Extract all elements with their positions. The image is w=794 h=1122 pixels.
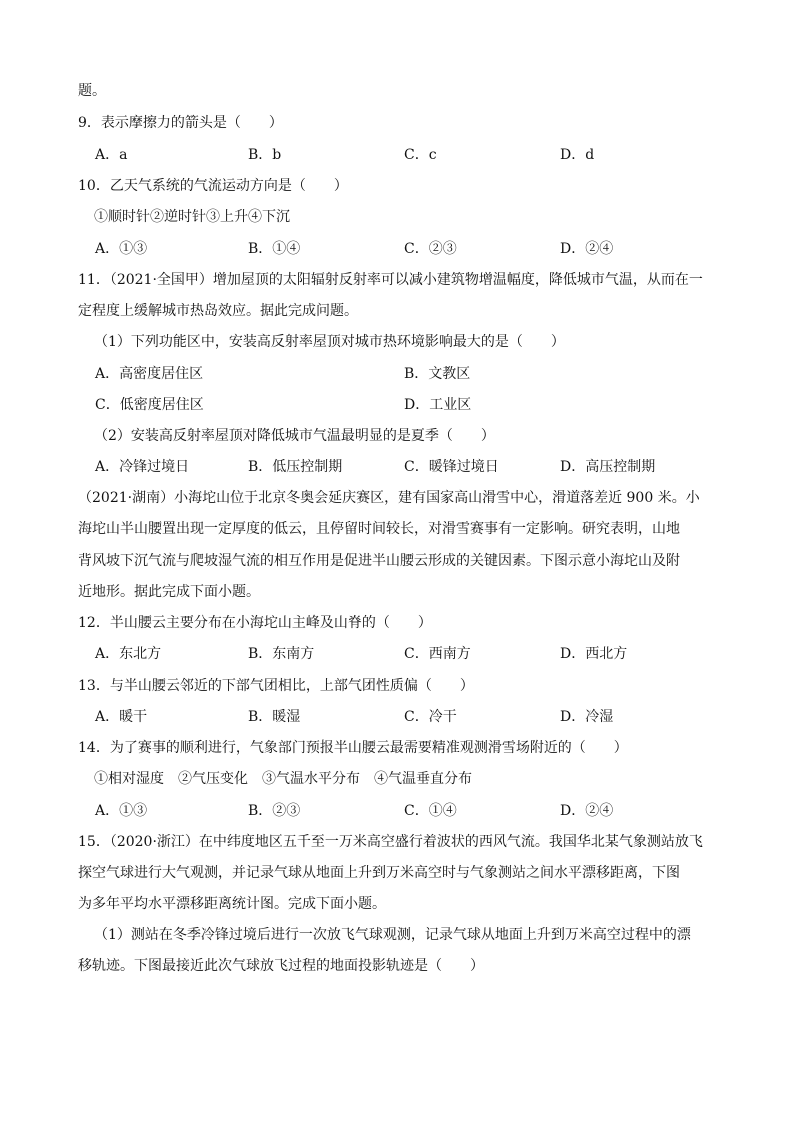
passage-line4: 近地形。据此完成下面小题。 xyxy=(78,584,260,600)
question-15-line1: 15．（2020·浙江）在中纬度地区五千至一万米高空盛行着波状的西风气流。我国华北某气象测站放飞 xyxy=(78,834,703,850)
q12-option-d: D．西北方 xyxy=(560,646,628,662)
q13-option-b: B．暖湿 xyxy=(248,709,301,725)
q11-1-option-c: C．低密度居住区 xyxy=(95,397,204,413)
q14-option-a: A．①③ xyxy=(95,803,148,819)
q10-option-b: B．①④ xyxy=(248,241,301,257)
q10-items: ①顺时针②逆时针③上升④下沉 xyxy=(94,209,290,225)
q13-option-d: D．冷湿 xyxy=(560,709,614,725)
continuation-text: 题。 xyxy=(78,83,106,99)
q11-2-option-b: B．低压控制期 xyxy=(248,459,343,475)
question-15-line2: 探空气球进行大气观测，并记录气球从地面上升到万米高空时与气象测站之间水平漂移距离，下图 xyxy=(78,865,680,881)
q10-option-c: C．②③ xyxy=(404,241,457,257)
question-11-line1: 11．（2021·全国甲）增加屋顶的太阳辐射反射率可以减小建筑物增温幅度，降低城市气温，从而在一 xyxy=(78,272,703,288)
question-12: 12．半山腰云主要分布在小海坨山主峰及山脊的（ ） xyxy=(78,615,432,631)
q12-option-a: A．东北方 xyxy=(95,646,162,662)
question-13: 13．与半山腰云邻近的下部气团相比，上部气团性质偏（ ） xyxy=(78,678,474,694)
q14-option-b: B．②③ xyxy=(248,803,301,819)
q9-option-a: A．a xyxy=(95,147,128,163)
q11-1-option-a: A．高密度居住区 xyxy=(95,366,204,382)
q11-2-option-c: C．暖锋过境日 xyxy=(404,459,499,475)
question-10: 10．乙天气系统的气流运动方向是（ ） xyxy=(78,178,348,194)
q11-1-option-b: B．文教区 xyxy=(404,366,471,382)
passage-line2: 海坨山半山腰置出现一定厚度的低云，且停留时间较长，对滑雪赛事有一定影响。研究表明，山地 xyxy=(78,521,680,537)
question-15-line3: 为多年平均水平漂移距离统计图。完成下面小题。 xyxy=(78,896,386,912)
question-14: 14．为了赛事的顺利进行，气象部门预报半山腰云最需要精准观测滑雪场附近的（ ） xyxy=(78,740,628,756)
q13-option-a: A．暖干 xyxy=(95,709,148,725)
q10-option-a: A．①③ xyxy=(95,241,148,257)
passage-line3: 背风坡下沉气流与爬坡湿气流的相互作用是促进半山腰云形成的关键因素。下图示意小海坨山及附 xyxy=(78,553,680,569)
q14-option-c: C．①④ xyxy=(404,803,457,819)
q11-1-option-d: D．工业区 xyxy=(404,397,472,413)
q14-items: ①相对湿度 ②气压变化 ③气温水平分布 ④气温垂直分布 xyxy=(94,771,472,787)
q9-option-b: B．b xyxy=(248,147,282,163)
question-11-line2: 定程度上缓解城市热岛效应。据此完成问题。 xyxy=(78,303,358,319)
q14-option-d: D．②④ xyxy=(560,803,614,819)
q10-option-d: D．②④ xyxy=(560,241,614,257)
q9-option-d: D．d xyxy=(560,147,595,163)
q9-option-c: C．c xyxy=(404,147,437,163)
q11-2-option-a: A．冷锋过境日 xyxy=(95,459,190,475)
q12-option-c: C．西南方 xyxy=(404,646,471,662)
question-11-sub1: （1）下列功能区中，安装高反射率屋顶对城市热环境影响最大的是（ ） xyxy=(94,334,565,350)
question-11-sub2: （2）安装高反射率屋顶对降低城市气温最明显的是夏季（ ） xyxy=(94,428,495,444)
passage-line1: （2021·湖南）小海坨山位于北京冬奥会延庆赛区，建有国家高山滑雪中心，滑道落差近 900 米。小 xyxy=(78,490,700,506)
q13-option-c: C．冷干 xyxy=(404,709,457,725)
q12-option-b: B．东南方 xyxy=(248,646,315,662)
q11-2-option-d: D．高压控制期 xyxy=(560,459,656,475)
question-15-sub1-line2: 移轨迹。下图最接近此次气球放飞过程的地面投影轨迹是（ ） xyxy=(78,958,484,974)
question-15-sub1-line1: （1）测站在冬季冷锋过境后进行一次放飞气球观测，记录气球从地面上升到万米高空过程中的漂 xyxy=(94,927,691,943)
question-9: 9．表示摩擦力的箭头是（ ） xyxy=(78,115,283,131)
